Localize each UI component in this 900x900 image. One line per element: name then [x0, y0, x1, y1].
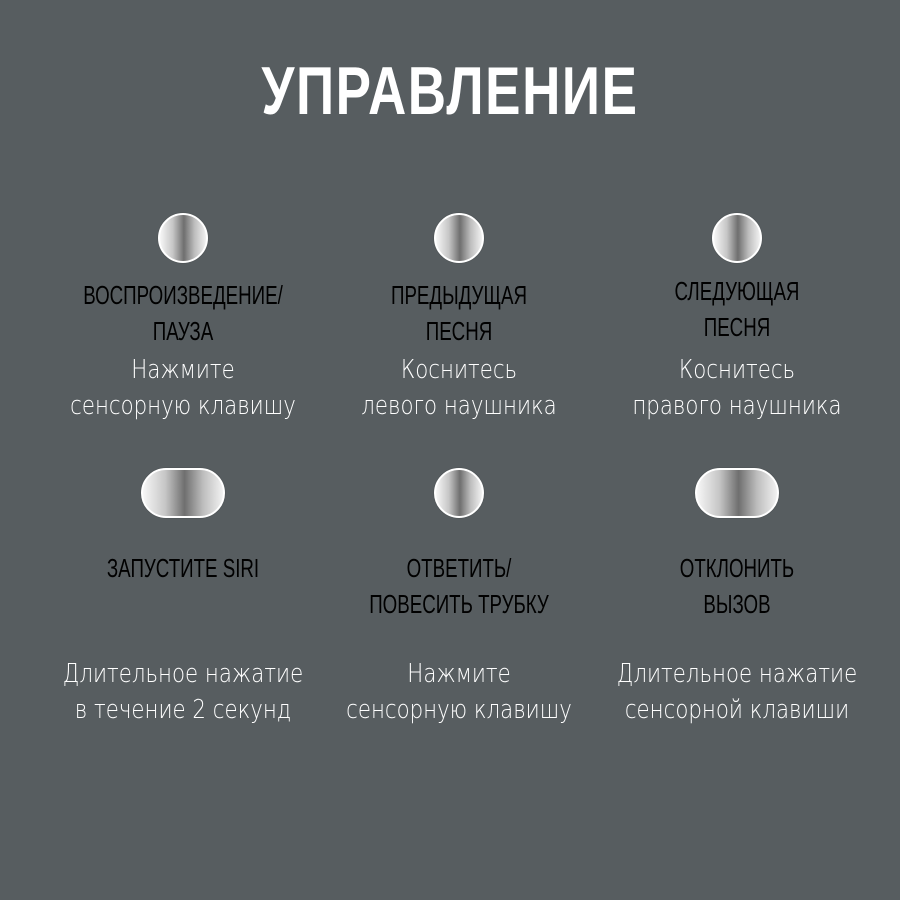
- touch-button-pill-icon: [141, 468, 225, 518]
- control-description: Длительное нажатие в течение 2 секунд: [62, 659, 304, 725]
- control-label: ОТВЕТИТЬ/ ПОВЕСИТЬ ТРУБКУ: [369, 553, 549, 619]
- control-description: Коснитесь левого наушника: [361, 355, 557, 421]
- control-label: ОТКЛОНИТЬ ВЫЗОВ: [679, 553, 795, 619]
- control-description: Нажмите сенсорную клавишу: [70, 355, 296, 421]
- control-label: СЛЕДУЮЩАЯ ПЕСНЯ: [674, 276, 800, 342]
- control-label: ЗАПУСТИТЕ SIRI: [106, 553, 260, 583]
- control-label: ВОСПРОИЗВЕДЕНИЕ/ ПАУЗА: [83, 280, 283, 346]
- control-description: Длительное нажатие сенсорной клавиши: [616, 659, 858, 725]
- touch-button-pill-icon: [695, 468, 779, 518]
- touch-button-circle-icon: [712, 213, 762, 263]
- control-label: ПРЕДЫДУЩАЯ ПЕСНЯ: [390, 280, 528, 346]
- touch-button-circle-icon: [434, 213, 484, 263]
- control-description: Нажмите сенсорную клавишу: [346, 659, 572, 725]
- touch-button-circle-icon: [434, 468, 484, 518]
- control-description: Коснитесь правого наушника: [632, 355, 842, 421]
- touch-button-circle-icon: [158, 213, 208, 263]
- page-title: УПРАВЛЕНИЕ: [261, 53, 639, 129]
